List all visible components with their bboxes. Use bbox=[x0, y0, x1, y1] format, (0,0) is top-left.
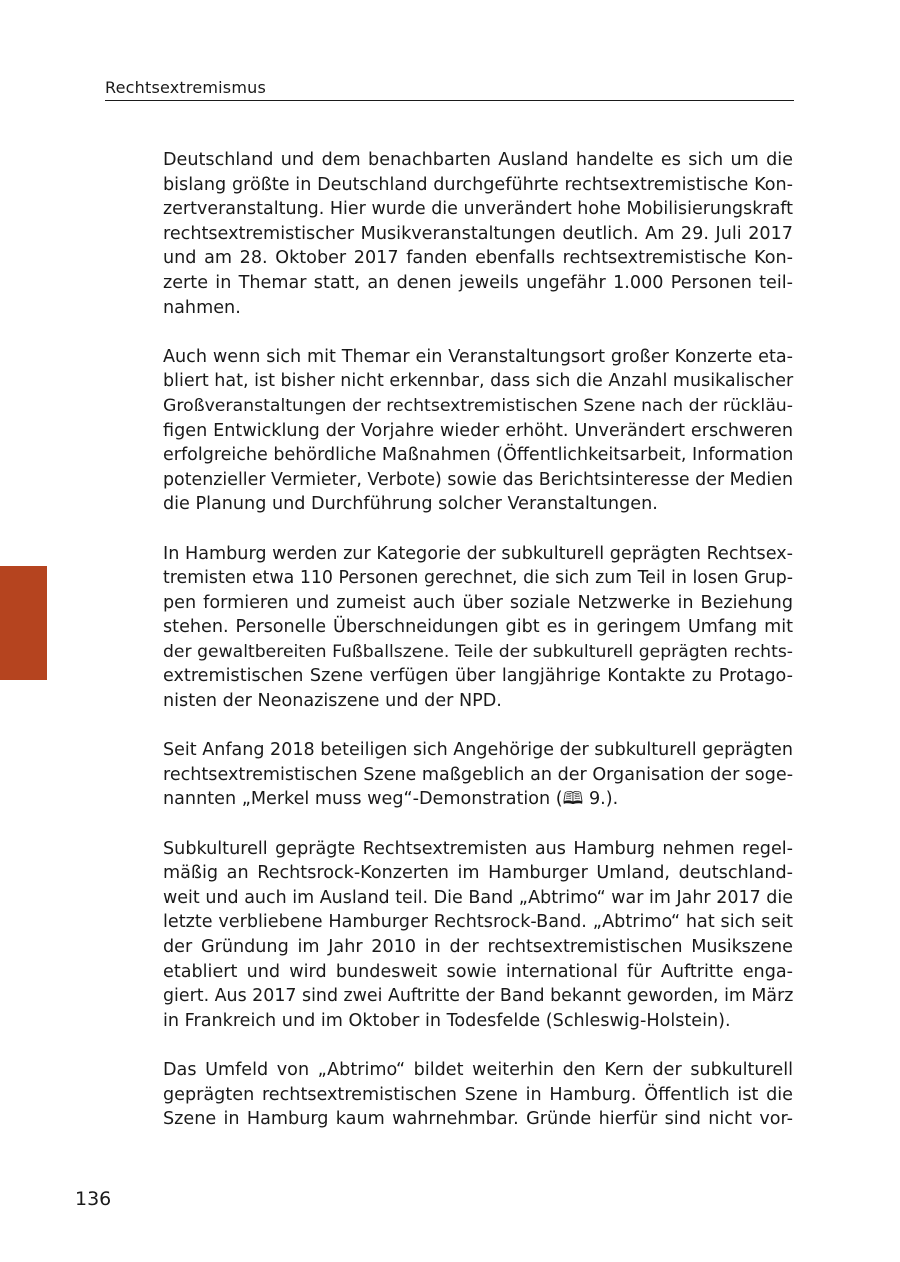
text-line: rechtsextremistischer Musikveranstaltungen deutlich. Am 29. Juli 2017 bbox=[163, 223, 793, 244]
paragraph bbox=[163, 1058, 793, 1132]
text-line: Seit Anfang 2018 beteiligen sich Angehörige der subkulturell geprägten bbox=[163, 740, 793, 761]
text-line: Das Umfeld von „Abtrimo“ bildet weiterhin den Kern der subkulturell bbox=[163, 1059, 793, 1080]
text-line: die Planung und Durchführung solcher Veranstaltungen. bbox=[163, 494, 658, 515]
text-line: zertveranstaltung. Hier wurde die unverändert hohe Mobilisierungskraft bbox=[163, 199, 793, 220]
text-line: In Hamburg werden zur Kategorie der subkulturell geprägten Rechtsex- bbox=[163, 543, 793, 564]
text-line: der gewaltbereiten Fußballszene. Teile der subkulturell geprägten rechts- bbox=[163, 641, 793, 662]
text-line: etabliert und wird bundesweit sowie international für Auftritte enga- bbox=[163, 961, 793, 982]
text-line: Auch wenn sich mit Themar ein Veranstaltungsort großer Konzerte eta- bbox=[163, 346, 793, 367]
text-line: bislang größte in Deutschland durchgeführte rechtsextremistische Kon- bbox=[163, 174, 793, 195]
text-line: figen Entwicklung der Vorjahre wieder erhöht. Unverändert erschweren bbox=[163, 420, 793, 441]
paragraph bbox=[163, 345, 793, 517]
text-line: bliert hat, ist bisher nicht erkennbar, dass sich die Anzahl musikalischer bbox=[163, 371, 794, 392]
text-line: Szene in Hamburg kaum wahrnehmbar. Gründe hierfür sind nicht vor- bbox=[163, 1109, 793, 1130]
text-line: giert. Aus 2017 sind zwei Auftritte der Band bekannt geworden, im März bbox=[163, 986, 794, 1007]
paragraph bbox=[163, 542, 793, 714]
text-line: rechtsextremistischen Szene maßgeblich an der Organisation der soge- bbox=[163, 764, 794, 785]
text-line: stehen. Personelle Überschneidungen gibt es in geringem Umfang mit bbox=[163, 617, 793, 638]
text-line: erfolgreiche behördliche Maßnahmen (Öffentlichkeitsarbeit, Information bbox=[163, 445, 794, 466]
text-line: pen formieren und zumeist auch über soziale Netzwerke in Beziehung bbox=[163, 592, 793, 613]
text-line: zerte in Themar statt, an denen jeweils ungefähr 1.000 Personen teil- bbox=[163, 272, 793, 293]
text-line: der Gründung im Jahr 2010 in der rechtsextremistischen Musikszene bbox=[163, 937, 793, 957]
text-line: potenzieller Vermieter, Verbote) sowie das Berichtsinteresse der Medien bbox=[163, 469, 793, 490]
body-text bbox=[163, 148, 793, 1156]
chapter-side-tab bbox=[0, 566, 47, 680]
text-line: geprägten rechtsextremistischen Szene in Hamburg. Öffentlich ist die bbox=[163, 1084, 793, 1105]
text-line: nannten „Merkel muss weg“-Demonstration (🕮 9.). bbox=[163, 789, 619, 810]
paragraph bbox=[163, 738, 793, 812]
text-line: Deutschland und dem benachbarten Ausland handelte es sich um die bbox=[163, 150, 793, 170]
text-line: tremisten etwa 110 Personen gerechnet, die sich zum Teil in losen Grup- bbox=[163, 568, 793, 589]
paragraph bbox=[163, 837, 793, 1034]
header-rule bbox=[105, 100, 794, 101]
text-line: und am 28. Oktober 2017 fanden ebenfalls rechtsextremistische Kon- bbox=[163, 248, 793, 269]
text-line: extremistischen Szene verfügen über langjährige Kontakte zu Protago- bbox=[163, 666, 793, 687]
text-line: nahmen. bbox=[163, 297, 241, 318]
paragraph bbox=[163, 148, 793, 320]
running-header: Rechtsextremismus bbox=[105, 78, 266, 97]
text-line: Subkulturell geprägte Rechtsextremisten aus Hamburg nehmen regel- bbox=[163, 838, 793, 859]
text-line: in Frankreich und im Oktober in Todesfelde (Schleswig-Holstein). bbox=[163, 1010, 731, 1031]
text-line: nisten der Neonaziszene und der NPD. bbox=[163, 691, 502, 712]
page-number: 136 bbox=[75, 1188, 112, 1210]
text-line: mäßig an Rechtsrock-Konzerten im Hamburger Umland, deutschland- bbox=[163, 863, 793, 884]
text-line: weit und auch im Ausland teil. Die Band „Abtrimo“ war im Jahr 2017 die bbox=[163, 887, 793, 908]
text-line: Großveranstaltungen der rechtsextremistischen Szene nach der rückläu- bbox=[163, 395, 793, 416]
text-line: letzte verbliebene Hamburger Rechtsrock-Band. „Abtrimo“ hat sich seit bbox=[163, 912, 793, 933]
